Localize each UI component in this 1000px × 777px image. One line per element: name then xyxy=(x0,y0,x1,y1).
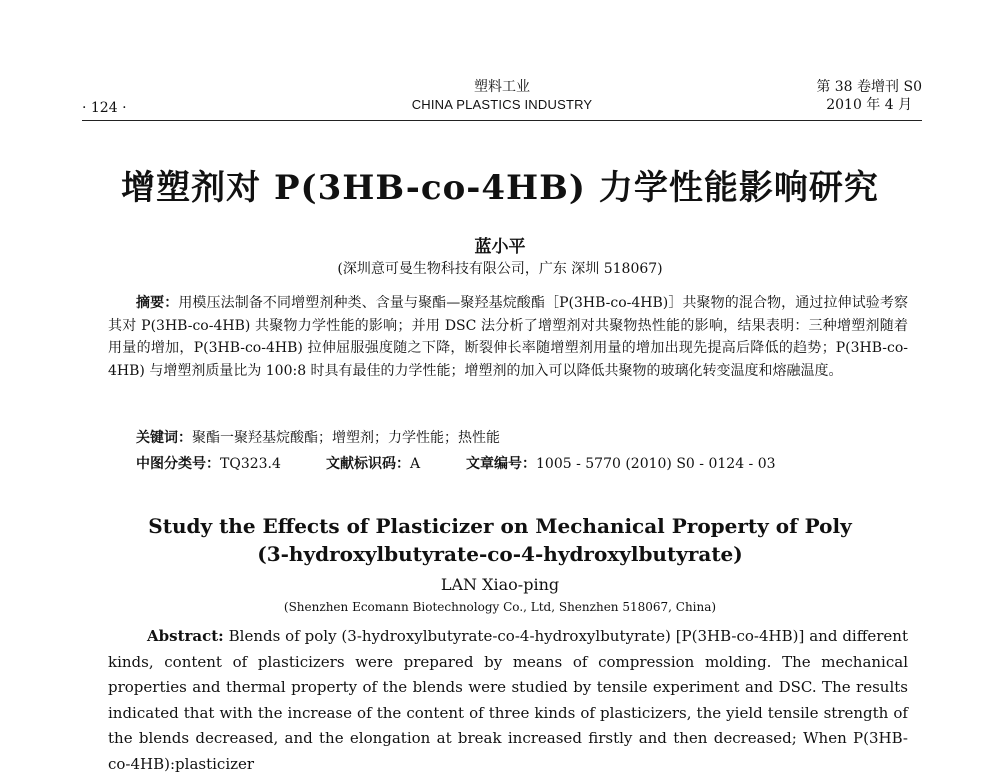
journal-name-cn: 塑料工业 xyxy=(474,79,530,95)
paper-title-en-line1: Study the Effects of Plasticizer on Mechanical Property of Poly xyxy=(148,514,852,538)
paper-title-en xyxy=(0,512,1000,568)
abstract-en xyxy=(108,624,908,777)
abstract-en-label: Abstract: xyxy=(147,627,224,645)
doc-code-label: 文献标识码： xyxy=(326,456,410,472)
classification-line xyxy=(136,453,906,473)
article-no-label: 文章编号： xyxy=(466,456,536,472)
paper-title-en-line2: (3-hydroxylbutyrate-co-4-hydroxylbutyrate) xyxy=(257,542,743,566)
author-cn: 蓝小平 xyxy=(474,237,526,257)
affiliation-en: (Shenzhen Ecomann Biotechnology Co., Ltd, Shenzhen 518067, China) xyxy=(283,600,717,614)
journal-name-en: CHINA PLASTICS INDUSTRY xyxy=(411,97,593,112)
clc-value: TQ323.4 xyxy=(220,456,281,472)
header-rule xyxy=(82,120,922,121)
keywords-cn xyxy=(136,427,906,447)
volume-info: 第 38 卷增刊 S0 xyxy=(816,79,922,95)
clc-label: 中图分类号： xyxy=(136,456,220,472)
issue-date: 2010 年 4 月 xyxy=(826,97,913,113)
affiliation-cn: (深圳意可曼生物科技有限公司，广东 深圳 518067) xyxy=(337,261,663,277)
paper-title-cn: 增塑剂对 P(3HB-co-4HB) 力学性能影响研究 xyxy=(121,168,879,208)
doc-code-value: A xyxy=(410,456,421,472)
abstract-en-text: Blends of poly (3-hydroxylbutyrate-co-4-hydroxylbutyrate) [P(3HB-co-4HB)] and different kinds, content of plasticizers were prepared by means of compression molding. The mechanical properties and thermal property of the blends were studied by tensile experiment and DSC. The results indicated that with the increase of the content of three kinds of plasticizers, the yield tensile strength of the blends decreased, and the elongation at break increased firstly and then decreased; When P(3HB-co-4HB):plasticizer xyxy=(108,627,908,773)
running-header xyxy=(82,78,922,118)
abstract-cn xyxy=(108,292,908,382)
issue-info xyxy=(816,78,922,114)
article-no-value: 1005 - 5770 (2010) S0 - 0124 - 03 xyxy=(536,456,776,472)
author-en: LAN Xiao-ping xyxy=(440,575,560,594)
keywords-cn-text: 聚酯一聚羟基烷酸酯；增塑剂；力学性能；热性能 xyxy=(192,430,500,446)
keywords-cn-label: 关键词： xyxy=(136,430,192,446)
journal-name xyxy=(82,78,922,114)
abstract-cn-text: 用模压法制备不同增塑剂种类、含量与聚酯—聚羟基烷酸酯［P(3HB-co-4HB)］共聚物的混合物，通过拉伸试验考察其对 P(3HB-co-4HB) 共聚物力学性能的影响；并用 DSC 法分析了增塑剂对共聚物热性能的影响，结果表明：三种增塑剂随着用量的增加，P(3HB-co-4HB) 拉伸屈服强度随之下降，断裂伸长率随增塑剂用量的增加出现先提高后降低的趋势；P(3HB-co-4HB) 与增塑剂质量比为 100:8 时具有最佳的力学性能；增塑剂的加入可以降低共聚物的玻璃化转变温度和熔融温度。 xyxy=(108,295,909,379)
abstract-cn-label: 摘要： xyxy=(136,295,179,311)
page-number: · 124 · xyxy=(82,100,127,116)
